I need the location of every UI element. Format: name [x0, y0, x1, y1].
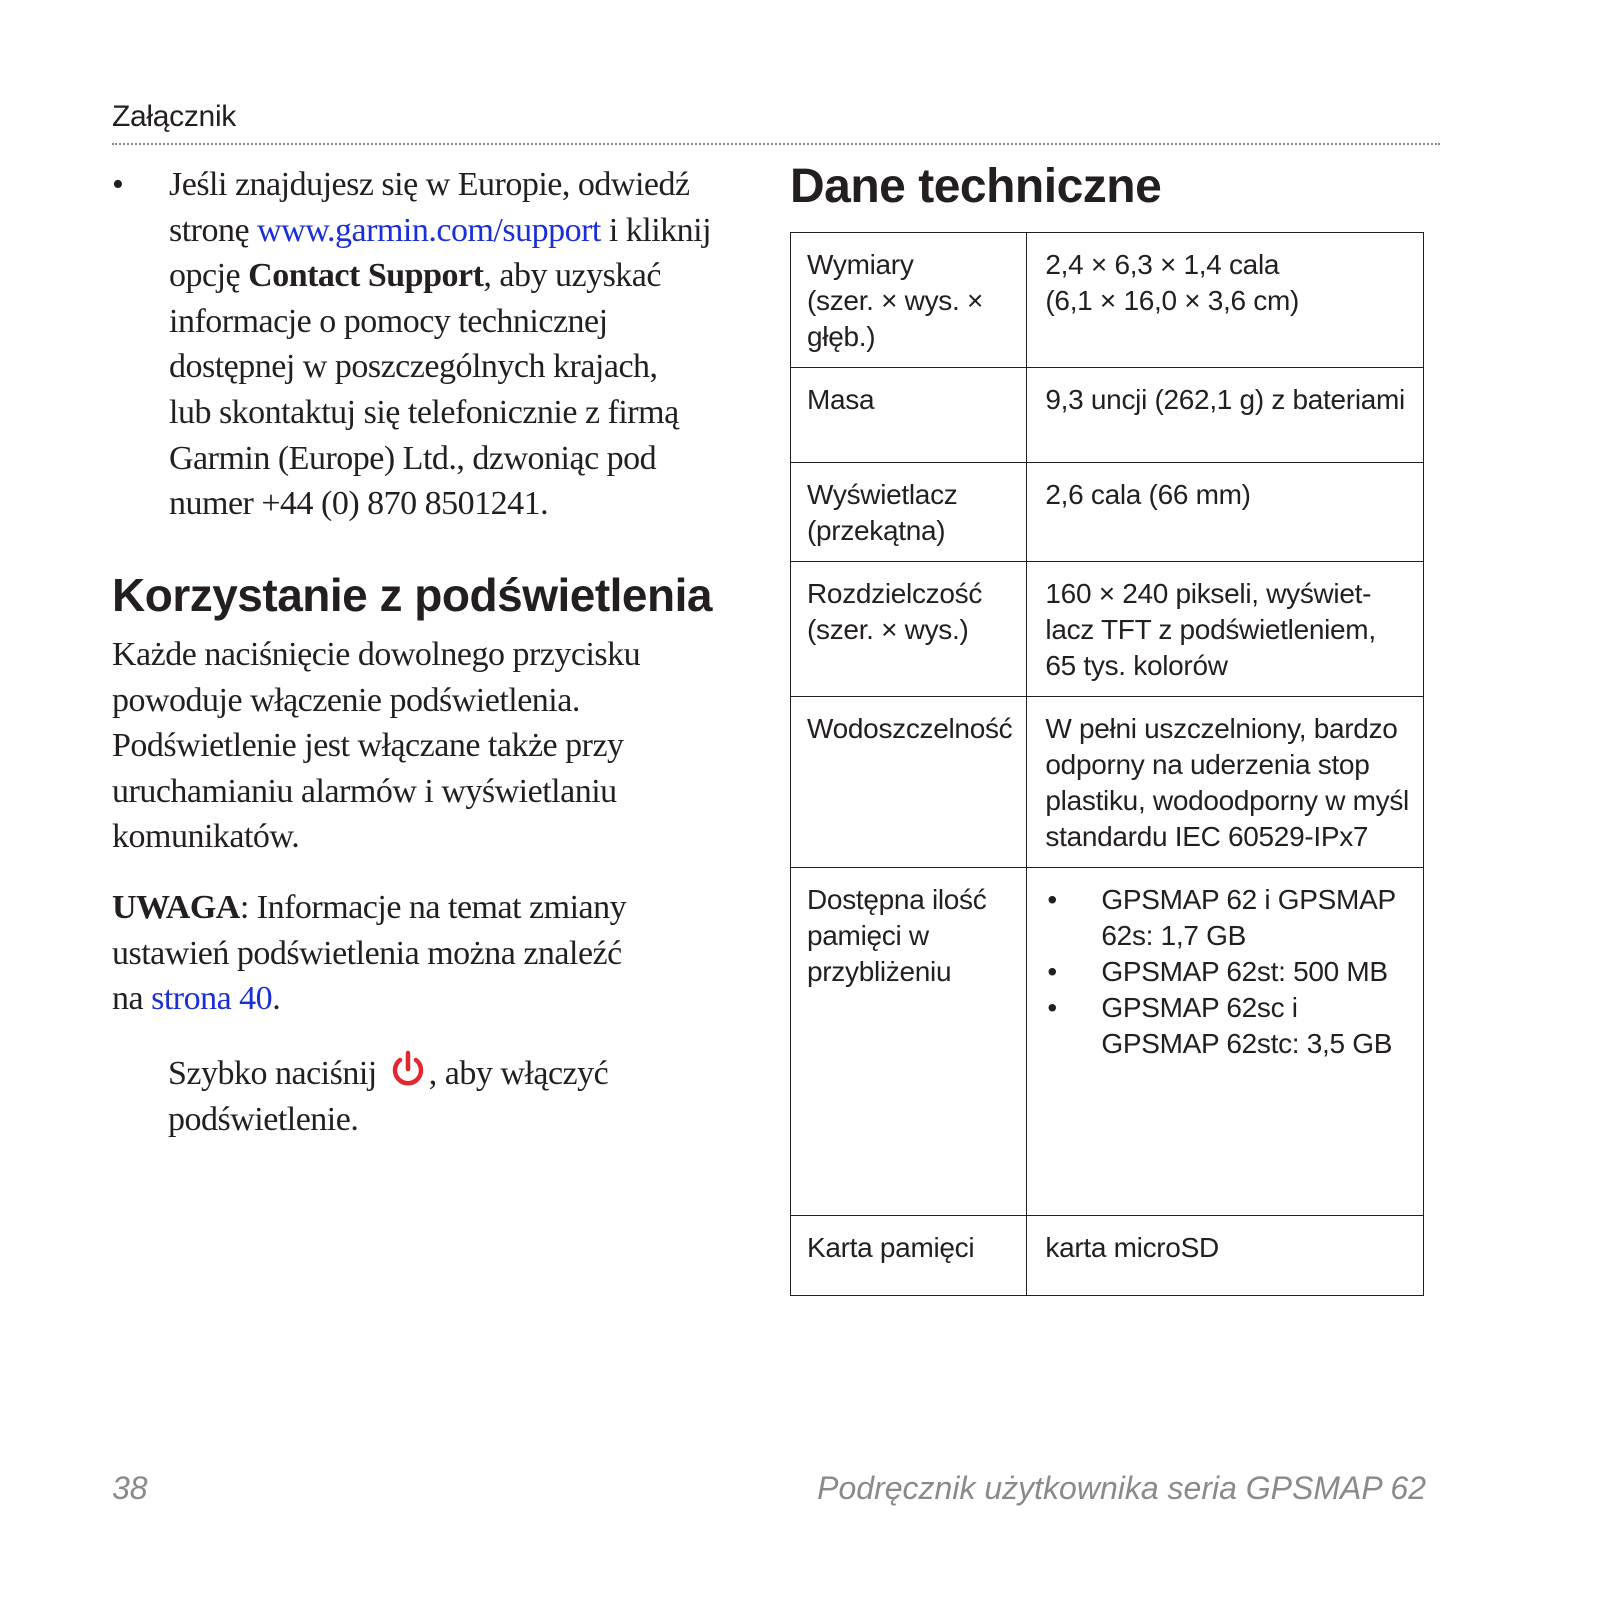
- note-line: [112, 976, 752, 1022]
- support-line: numer +44 (0) 870 8501241.: [169, 485, 549, 523]
- table-row: [791, 868, 1424, 1216]
- spec-value: [1027, 697, 1424, 868]
- note-line: ustawień podświetlenia można znaleźć: [112, 934, 622, 972]
- footer-manual-title: Podręcznik użytkownika seria GPSMAP 62: [817, 1470, 1426, 1506]
- contact-support-option: Contact Support: [248, 257, 484, 295]
- spec-label-line: Dostępna ilość: [807, 884, 987, 915]
- spec-label-line: Masa: [807, 384, 875, 415]
- header-divider: [112, 143, 1440, 145]
- spec-value-line: (6,1 × 16,0 × 3,6 cm): [1045, 285, 1300, 316]
- specs-table: [790, 232, 1424, 1296]
- list-item-line: • GPSMAP 62 i GPSMAP: [1101, 884, 1396, 915]
- table-row: [791, 233, 1424, 368]
- spec-value-line: plastiku, wodoodporny w myśl: [1045, 785, 1409, 816]
- spec-label-line: (szer. × wys.): [807, 614, 969, 645]
- support-line: [169, 208, 752, 254]
- spec-label: [791, 368, 1027, 463]
- spec-value-line: 2,6 cala (66 mm): [1045, 479, 1251, 510]
- spec-value: [1027, 1216, 1424, 1296]
- note-text: : Informacje na temat zmiany: [239, 889, 627, 926]
- support-line: [169, 253, 752, 299]
- table-row: [791, 697, 1424, 868]
- support-text: opcję: [169, 257, 249, 295]
- spec-value-line: standardu IEC 60529-IPx7: [1045, 821, 1369, 852]
- table-row: [791, 562, 1424, 697]
- bullet-dot: •: [112, 166, 124, 203]
- support-text: , aby uzyskać: [483, 257, 661, 295]
- note-text: .: [272, 980, 281, 1018]
- list-item-line: • GPSMAP 62sc i: [1101, 992, 1298, 1023]
- spec-value: [1027, 233, 1424, 368]
- support-line: informacje o pomocy technicznej: [169, 302, 608, 340]
- backlight-section-title: Korzystanie z podświetlenia: [112, 569, 712, 621]
- paragraph-line: uruchamianiu alarmów i wyświetlaniu: [112, 772, 617, 810]
- running-header: Załącznik: [112, 100, 237, 133]
- step-text: Szybko naciśnij: [168, 1055, 385, 1092]
- spec-label: [791, 233, 1027, 368]
- spec-label-line: (szer. × wys. ×: [807, 285, 983, 316]
- support-line: Garmin (Europe) Ltd., dzwoniąc pod: [169, 439, 657, 477]
- note-line: [112, 885, 752, 931]
- backlight-paragraph: [112, 632, 752, 860]
- step-line: [168, 1050, 808, 1097]
- list-item: [1045, 990, 1409, 1062]
- page-40-link[interactable]: strona 40: [151, 980, 273, 1018]
- list-item-line: • GPSMAP 62st: 500 MB: [1101, 956, 1388, 987]
- spec-label-line: Wodoszczelność: [807, 713, 1013, 744]
- table-row: [791, 1216, 1424, 1296]
- paragraph-line: komunikatów.: [112, 818, 300, 856]
- spec-value-line: 65 tys. kolorów: [1045, 650, 1228, 681]
- paragraph-line: powoduje włączenie podświetlenia.: [112, 681, 580, 719]
- specs-section-title: Dane techniczne: [790, 160, 1162, 213]
- step-line: podświetlenie.: [168, 1100, 359, 1138]
- spec-value: [1027, 868, 1424, 1216]
- support-line: dostępnej w poszczególnych krajach,: [169, 348, 658, 386]
- spec-label-line: przybliżeniu: [807, 956, 952, 987]
- spec-label-line: (przekątna): [807, 515, 946, 546]
- spec-label-line: głęb.): [807, 321, 876, 352]
- step-text: , aby włączyć: [428, 1055, 609, 1092]
- spec-label-line: Rozdzielczość: [807, 578, 983, 609]
- spec-value-line: karta microSD: [1045, 1232, 1219, 1263]
- spec-value: [1027, 463, 1424, 562]
- spec-label: [791, 562, 1027, 697]
- spec-value-line: lacz TFT z podświetleniem,: [1045, 614, 1376, 645]
- paragraph-line: Podświetlenie jest włączane także przy: [112, 727, 624, 765]
- note-label: UWAGA: [112, 889, 240, 926]
- spec-label-line: Karta pamięci: [807, 1232, 975, 1263]
- list-item: [1045, 954, 1409, 990]
- list-item-line: 62s: 1,7 GB: [1101, 920, 1246, 951]
- table-row: [791, 368, 1424, 463]
- spec-value-line: W pełni uszczelniony, bardzo: [1045, 713, 1398, 744]
- paragraph-line: Każde naciśnięcie dowolnego przycisku: [112, 636, 641, 673]
- support-line: Jeśli znajdujesz się w Europie, odwiedź: [169, 166, 690, 203]
- support-text: stronę: [169, 211, 258, 249]
- spec-value-line: 2,4 × 6,3 × 1,4 cala: [1045, 249, 1280, 280]
- backlight-step: [168, 1050, 808, 1142]
- spec-label: [791, 463, 1027, 562]
- support-bullet: [112, 162, 752, 527]
- spec-label-line: pamięci w: [807, 920, 929, 951]
- spec-label: [791, 1216, 1027, 1296]
- spec-value: [1027, 562, 1424, 697]
- support-bullet-text: [169, 162, 752, 527]
- list-item: [1045, 882, 1409, 954]
- spec-label: [791, 697, 1027, 868]
- spec-value-line: odporny na uderzenia stop: [1045, 749, 1370, 780]
- list-item-line: GPSMAP 62stc: 3,5 GB: [1101, 1028, 1393, 1059]
- memory-list: [1045, 882, 1409, 1062]
- spec-label: [791, 868, 1027, 1216]
- page-number: 38: [112, 1470, 148, 1506]
- support-text: i kliknij: [600, 211, 712, 249]
- spec-value-line: 9,3 uncji (262,1 g) z bateriami: [1045, 384, 1405, 415]
- note-text: na: [112, 980, 152, 1018]
- garmin-support-link[interactable]: www.garmin.com/support: [257, 211, 601, 249]
- spec-value-line: 160 × 240 pikseli, wyświet-: [1045, 578, 1372, 609]
- spec-label-line: Wyświetlacz: [807, 479, 958, 510]
- power-icon: [389, 1050, 427, 1090]
- table-row: [791, 463, 1424, 562]
- spec-value: [1027, 368, 1424, 463]
- spec-label-line: Wymiary: [807, 249, 914, 280]
- support-line: lub skontaktuj się telefonicznie z firmą: [169, 393, 679, 431]
- note-paragraph: [112, 885, 752, 1022]
